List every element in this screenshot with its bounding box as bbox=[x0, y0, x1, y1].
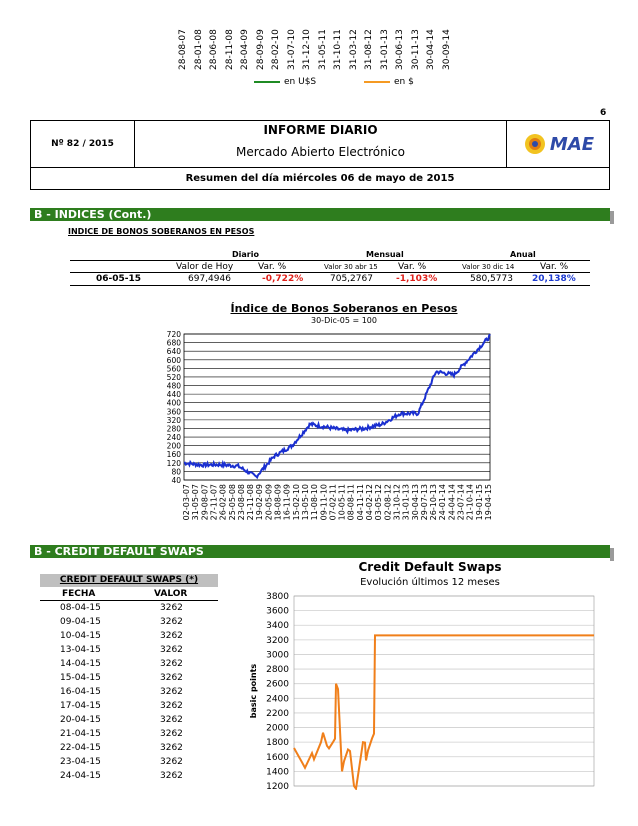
index-y-tick-label: 520 bbox=[166, 372, 181, 382]
top-date-label bbox=[287, 4, 301, 70]
report-header bbox=[30, 120, 610, 190]
cds-row-date: 23-04-15 bbox=[60, 757, 101, 767]
bonos-valor-anual: 580,5773 bbox=[470, 274, 513, 284]
index-x-tick-label: 04-02-12 bbox=[365, 484, 375, 521]
group-diario: Diario bbox=[232, 250, 259, 259]
cds-chart bbox=[246, 590, 598, 790]
cds-y-tick-label: 2600 bbox=[266, 679, 289, 690]
hdr-valor-mensual: Valor 30 abr 15 bbox=[324, 263, 378, 271]
cds-row-value: 3262 bbox=[160, 757, 183, 767]
top-date-label bbox=[349, 4, 363, 70]
cds-row-date: 08-04-15 bbox=[60, 603, 101, 613]
cds-row-date: 24-04-15 bbox=[60, 771, 101, 781]
section-cds-title: B - CREDIT DEFAULT SWAPS bbox=[34, 545, 204, 558]
legend-usd-label: en U$S bbox=[284, 77, 317, 87]
cds-y-axis-label: basic points bbox=[249, 663, 258, 719]
top-date-text: 31-07-10 bbox=[286, 29, 297, 70]
report-summary: Resumen del día miércoles 06 de mayo de 2015 bbox=[31, 167, 609, 191]
cds-table-row bbox=[40, 743, 218, 757]
group-anual: Anual bbox=[510, 250, 536, 259]
index-x-tick-label: 09-11-10 bbox=[319, 484, 329, 521]
cds-y-tick-label: 3400 bbox=[266, 621, 289, 632]
top-date-text: 28-09-09 bbox=[255, 29, 266, 70]
legend-usd bbox=[254, 77, 316, 87]
cds-chart-subtitle: Evolución últimos 12 meses bbox=[360, 577, 500, 588]
report-number: Nº 82 / 2015 bbox=[31, 121, 135, 167]
index-y-tick-label: 280 bbox=[166, 424, 181, 434]
top-date-text: 30-04-14 bbox=[426, 29, 436, 70]
top-date-text: 30-09-14 bbox=[441, 29, 452, 70]
cds-row-date: 21-04-15 bbox=[60, 729, 101, 739]
cds-row-value: 3262 bbox=[160, 631, 183, 641]
cds-table-row bbox=[40, 771, 218, 785]
top-date-text: 31-03-12 bbox=[348, 29, 359, 70]
index-y-tick-label: 120 bbox=[166, 458, 181, 468]
cds-row-date: 09-04-15 bbox=[60, 617, 101, 627]
cds-table-rule bbox=[40, 600, 218, 601]
index-y-tick-label: 440 bbox=[166, 390, 181, 400]
cds-table-row bbox=[40, 701, 218, 715]
cds-table-row bbox=[40, 715, 218, 729]
index-x-tick-label: 13-05-10 bbox=[300, 484, 310, 521]
cds-series-line bbox=[294, 635, 594, 788]
index-x-tick-label: 24-04-14 bbox=[447, 484, 457, 521]
cds-row-date: 16-04-15 bbox=[60, 687, 101, 697]
index-x-tick-label: 21-11-08 bbox=[246, 484, 256, 521]
cds-y-tick-label: 2000 bbox=[266, 723, 289, 734]
index-x-tick-label: 07-02-11 bbox=[328, 484, 338, 521]
hdr-valor-anual: Valor 30 dic 14 bbox=[462, 263, 515, 271]
cds-table-row bbox=[40, 673, 218, 687]
cds-table-row bbox=[40, 603, 218, 617]
top-date-label bbox=[271, 4, 285, 70]
bonos-valor-hoy: 697,4946 bbox=[188, 274, 231, 284]
cds-y-tick-label: 1400 bbox=[266, 767, 289, 778]
cds-row-value: 3262 bbox=[160, 673, 183, 683]
top-date-label bbox=[256, 4, 270, 70]
top-date-label bbox=[318, 4, 332, 70]
cds-table-title: CREDIT DEFAULT SWAPS (*) bbox=[40, 574, 218, 587]
index-x-tick-label: 08-08-11 bbox=[346, 484, 356, 521]
hdr-valor-hoy: Valor de Hoy bbox=[176, 262, 234, 272]
bonos-date: 06-05-15 bbox=[96, 274, 142, 284]
index-x-tick-label: 16-11-09 bbox=[282, 484, 292, 521]
group-mensual: Mensual bbox=[366, 250, 404, 259]
cds-row-date: 10-04-15 bbox=[60, 631, 101, 641]
cds-row-value: 3262 bbox=[160, 743, 183, 753]
index-x-tick-label: 26-02-08 bbox=[218, 484, 228, 521]
cds-row-value: 3262 bbox=[160, 617, 183, 627]
index-x-tick-label: 15-02-10 bbox=[291, 484, 301, 521]
index-x-tick-label: 21-10-14 bbox=[465, 484, 475, 521]
legend-pesos-line bbox=[364, 81, 390, 83]
index-y-tick-label: 320 bbox=[166, 415, 181, 425]
index-chart-title: Índice de Bonos Soberanos en Pesos bbox=[230, 302, 458, 315]
index-x-tick-label: 02-08-12 bbox=[383, 484, 393, 521]
top-date-label bbox=[194, 4, 208, 70]
index-x-tick-label: 19-01-15 bbox=[474, 484, 484, 521]
cds-row-value: 3262 bbox=[160, 603, 183, 613]
bonos-rule-bottom bbox=[70, 285, 590, 286]
index-x-tick-label: 19-02-09 bbox=[255, 484, 265, 521]
top-date-label bbox=[364, 4, 378, 70]
hdr-var-mensual: Var. % bbox=[398, 262, 427, 272]
top-date-text: 31-01-13 bbox=[379, 29, 390, 70]
index-y-tick-label: 480 bbox=[166, 381, 181, 391]
cds-row-value: 3262 bbox=[160, 771, 183, 781]
mae-logo bbox=[507, 121, 611, 167]
cds-y-tick-label: 1600 bbox=[266, 752, 289, 763]
hdr-var-diaria: Var. % bbox=[258, 262, 287, 272]
index-x-tick-label: 27-11-07 bbox=[209, 484, 219, 521]
index-series-line bbox=[184, 334, 490, 477]
top-date-text: 31-05-11 bbox=[317, 29, 328, 70]
index-y-tick-label: 240 bbox=[166, 433, 181, 443]
cds-row-value: 3262 bbox=[160, 729, 183, 739]
cds-row-value: 3262 bbox=[160, 687, 183, 697]
cds-table-row bbox=[40, 729, 218, 743]
top-date-text: 28-08-07 bbox=[178, 29, 188, 70]
index-y-tick-label: 80 bbox=[171, 467, 181, 477]
cds-row-value: 3262 bbox=[160, 659, 183, 669]
cds-row-value: 3262 bbox=[160, 645, 183, 655]
index-y-tick-label: 600 bbox=[166, 355, 181, 365]
index-y-tick-label: 720 bbox=[166, 330, 181, 339]
legend-pesos-label: en $ bbox=[394, 77, 414, 87]
cds-col-valor: VALOR bbox=[154, 589, 188, 599]
index-x-tick-label: 31-01-13 bbox=[401, 484, 411, 521]
legend-usd-line bbox=[254, 81, 280, 83]
index-y-tick-label: 680 bbox=[166, 338, 181, 348]
index-x-tick-label: 26-10-13 bbox=[429, 484, 439, 521]
index-x-tick-label: 31-05-07 bbox=[191, 484, 201, 521]
index-y-tick-label: 640 bbox=[166, 347, 181, 357]
index-x-tick-label: 23-07-14 bbox=[456, 484, 466, 521]
legend-pesos bbox=[364, 77, 414, 87]
top-date-label bbox=[178, 4, 192, 70]
top-date-label bbox=[240, 4, 254, 70]
index-x-tick-label: 25-05-08 bbox=[227, 484, 237, 521]
bonos-var-mensual: -1,103% bbox=[396, 274, 438, 284]
cds-y-tick-label: 2200 bbox=[266, 708, 289, 719]
top-date-text: 28-04-09 bbox=[240, 29, 250, 70]
index-x-tick-label: 03-05-12 bbox=[374, 484, 384, 521]
top-date-text: 31-12-10 bbox=[302, 29, 312, 70]
bonos-rule-mid bbox=[70, 272, 590, 273]
section-cds-bar bbox=[30, 545, 610, 558]
cds-row-value: 3262 bbox=[160, 701, 183, 711]
cds-row-value: 3262 bbox=[160, 715, 183, 725]
index-x-tick-label: 29-08-07 bbox=[200, 484, 210, 521]
mae-logo-text: MAE bbox=[549, 133, 595, 155]
index-x-tick-label: 20-05-09 bbox=[264, 484, 274, 521]
index-x-tick-label: 04-11-11 bbox=[355, 484, 365, 521]
cds-table-row bbox=[40, 687, 218, 701]
index-x-tick-label: 02-03-07 bbox=[182, 484, 191, 521]
report-title-block bbox=[135, 121, 507, 167]
top-date-text: 31-08-12 bbox=[364, 29, 374, 70]
index-chart-subtitle: 30-Dic-05 = 100 bbox=[311, 316, 377, 325]
bonos-rule-top bbox=[70, 260, 590, 261]
top-date-text: 28-02-10 bbox=[271, 29, 281, 70]
top-date-label bbox=[395, 4, 409, 70]
cds-row-date: 17-04-15 bbox=[60, 701, 101, 711]
top-date-label bbox=[442, 4, 456, 70]
top-date-label bbox=[225, 4, 239, 70]
index-x-tick-label: 18-08-09 bbox=[273, 484, 283, 521]
report-subtitle: Mercado Abierto Electrónico bbox=[236, 145, 405, 159]
index-x-tick-label: 23-08-08 bbox=[236, 484, 246, 521]
index-y-tick-label: 360 bbox=[166, 407, 181, 417]
index-chart bbox=[150, 326, 500, 536]
cds-table-row bbox=[40, 645, 218, 659]
cds-y-tick-label: 3200 bbox=[266, 635, 289, 646]
section-indices-title: B - INDICES (Cont.) bbox=[34, 208, 152, 221]
cds-row-date: 13-04-15 bbox=[60, 645, 101, 655]
index-x-tick-label: 11-08-10 bbox=[310, 484, 320, 521]
cds-y-tick-label: 3800 bbox=[266, 592, 289, 602]
index-x-tick-label: 10-05-11 bbox=[337, 484, 347, 521]
cds-row-date: 15-04-15 bbox=[60, 673, 101, 683]
top-date-label bbox=[380, 4, 394, 70]
top-date-label bbox=[411, 4, 425, 70]
index-y-tick-label: 400 bbox=[166, 398, 181, 408]
bonos-valor-mensual: 705,2767 bbox=[330, 274, 373, 284]
index-x-tick-label: 31-10-12 bbox=[392, 484, 402, 521]
cds-y-tick-label: 1800 bbox=[266, 738, 289, 749]
cds-chart-title: Credit Default Swaps bbox=[358, 560, 502, 574]
index-y-tick-label: 40 bbox=[171, 476, 181, 485]
bonos-var-diaria: -0,722% bbox=[262, 274, 304, 284]
index-plot-frame bbox=[184, 334, 490, 480]
cds-table-row bbox=[40, 659, 218, 673]
top-date-text: 30-06-13 bbox=[395, 29, 405, 70]
hdr-var-anual: Var. % bbox=[540, 262, 569, 272]
top-date-text: 28-01-08 bbox=[193, 29, 204, 70]
top-date-label bbox=[333, 4, 347, 70]
index-x-tick-label: 30-04-13 bbox=[410, 484, 420, 521]
cds-table-row bbox=[40, 757, 218, 771]
bonos-title: INDICE DE BONOS SOBERANOS EN PESOS bbox=[68, 227, 255, 236]
index-y-tick-label: 160 bbox=[166, 450, 181, 460]
top-date-text: 31-10-11 bbox=[333, 29, 343, 70]
page-number: 6 bbox=[600, 108, 607, 118]
section-indices-bar bbox=[30, 208, 610, 221]
bonos-var-anual: 20,138% bbox=[532, 274, 576, 284]
top-date-label bbox=[209, 4, 223, 70]
index-x-tick-label: 29-07-13 bbox=[419, 484, 429, 521]
index-y-tick-label: 560 bbox=[166, 364, 181, 374]
index-x-tick-label: 19-04-15 bbox=[484, 484, 493, 521]
top-date-label bbox=[302, 4, 316, 70]
cds-y-tick-label: 3600 bbox=[266, 606, 289, 617]
cds-y-tick-label: 2800 bbox=[266, 665, 289, 676]
cds-y-tick-label: 3000 bbox=[266, 650, 289, 661]
top-date-label bbox=[426, 4, 440, 70]
top-date-text: 28-11-08 bbox=[224, 29, 235, 70]
index-x-tick-label: 24-01-14 bbox=[438, 484, 448, 521]
cds-row-date: 14-04-15 bbox=[60, 659, 101, 669]
cds-row-date: 20-04-15 bbox=[60, 715, 101, 725]
cds-col-fecha: FECHA bbox=[62, 589, 96, 599]
mae-logo-icon bbox=[524, 133, 546, 155]
cds-table-row bbox=[40, 631, 218, 645]
cds-row-date: 22-04-15 bbox=[60, 743, 101, 753]
cds-y-tick-label: 2400 bbox=[266, 694, 289, 705]
index-y-tick-label: 200 bbox=[166, 441, 181, 451]
cds-y-tick-label: 1200 bbox=[266, 782, 289, 790]
report-title: INFORME DIARIO bbox=[263, 123, 378, 137]
top-date-text: 28-06-08 bbox=[209, 29, 219, 70]
top-date-text: 30-11-13 bbox=[410, 29, 421, 70]
cds-table-row bbox=[40, 617, 218, 631]
